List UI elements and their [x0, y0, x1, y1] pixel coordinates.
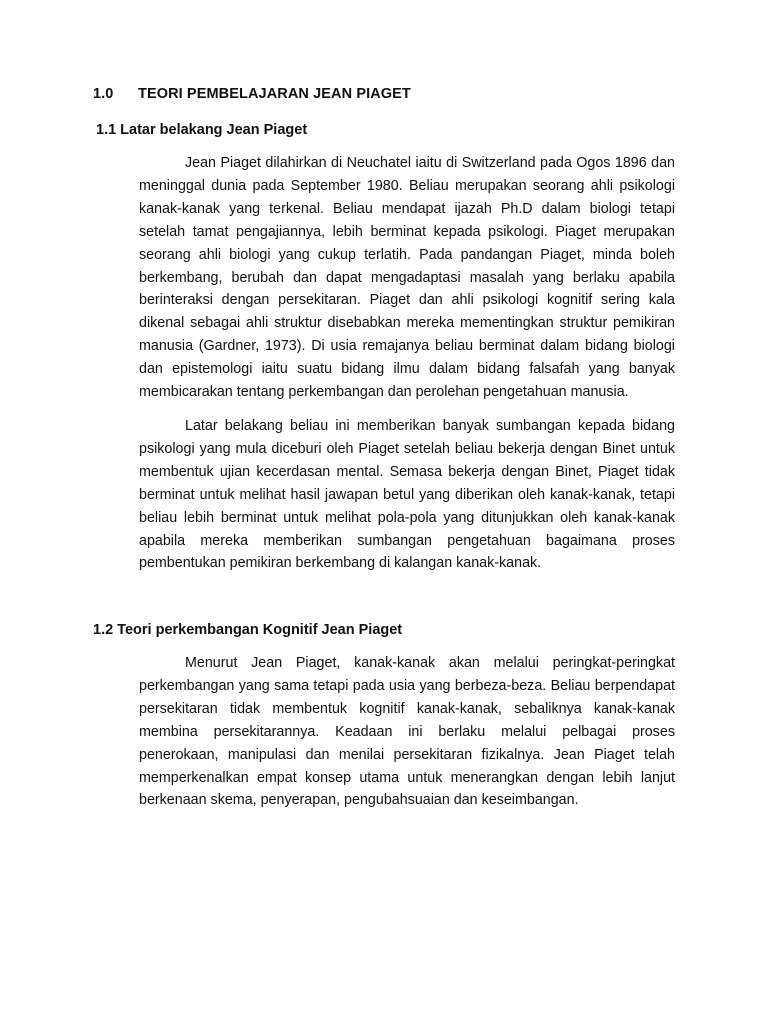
paragraph-background-1: Jean Piaget dilahirkan di Neuchatel iaitu di Switzerland pada Ogos 1896 dan meninggal dunia pada September 1980. Beliau merupakan seorang ahli psikologi kanak-kanak yang terkenal. Beliau mendapat ijazah Ph.D dalam biologi tetapi setelah tamat pengajiannya, lebih berminat kepada psikologi. Piaget merupakan seorang ahli biologi yang cukup terlatih. Pada pandangan Piaget, minda boleh berkembang, berubah dan dapat mengadaptasi masalah yang berlaku apabila berinteraksi dengan persekitaran. Piaget dan ahli psikologi kognitif sering kala dikenal sebagai ahli struktur disebabkan mereka mementingkan struktur pemikiran manusia (Gardner, 1973). Di usia remajanya beliau berminat dalam bidang biologi dan epistemologi iaitu suatu bidang ilmu dalam bidang falsafah yang banyak membicarakan tentang perkembangan dan perolehan pengetahuan manusia. [139, 155, 675, 401]
chapter-heading [93, 86, 411, 102]
chapter-number: 1.0 [93, 86, 114, 102]
chapter-title: TEORI PEMBELAJARAN JEAN PIAGET [138, 86, 411, 102]
section-heading-latar-belakang: 1.1 Latar belakang Jean Piaget [96, 122, 308, 138]
section-heading-teori-kognitif: 1.2 Teori perkembangan Kognitif Jean Piaget [93, 622, 403, 638]
paragraph-cognitive-theory: Menurut Jean Piaget, kanak-kanak akan melalui peringkat-peringkat perkembangan yang sama tetapi pada usia yang berbeza-beza. Beliau berpendapat persekitaran tidak membentuk kognitif kanak-kanak, sebaliknya kanak-kanak membina persekitarannya. Keadaan ini berlaku melalui pelbagai proses penerokaan, manipulasi dan menilai persekitaran fizikalnya. Jean Piaget telah memperkenalkan empat konsep utama untuk menerangkan dengan lebih lanjut berkenaan skema, penyerapan, pengubahsuaian dan keseimbangan. [139, 655, 675, 809]
paragraph-background-2: Latar belakang beliau ini memberikan banyak sumbangan kepada bidang psikologi yang mula diceburi oleh Piaget setelah beliau bekerja dengan Binet untuk membentuk ujian kecerdasan mental. Semasa bekerja dengan Binet, Piaget tidak berminat untuk melihat hasil jawapan betul yang diberikan oleh kanak-kanak, tetapi beliau lebih berminat untuk melihat pola-pola yang ditunjukkan oleh kanak-kanak apabila mereka memberikan sumbangan pengetahuan bagaimana proses pembentukan pemikiran berkembang di kalangan kanak-kanak. [139, 418, 675, 572]
